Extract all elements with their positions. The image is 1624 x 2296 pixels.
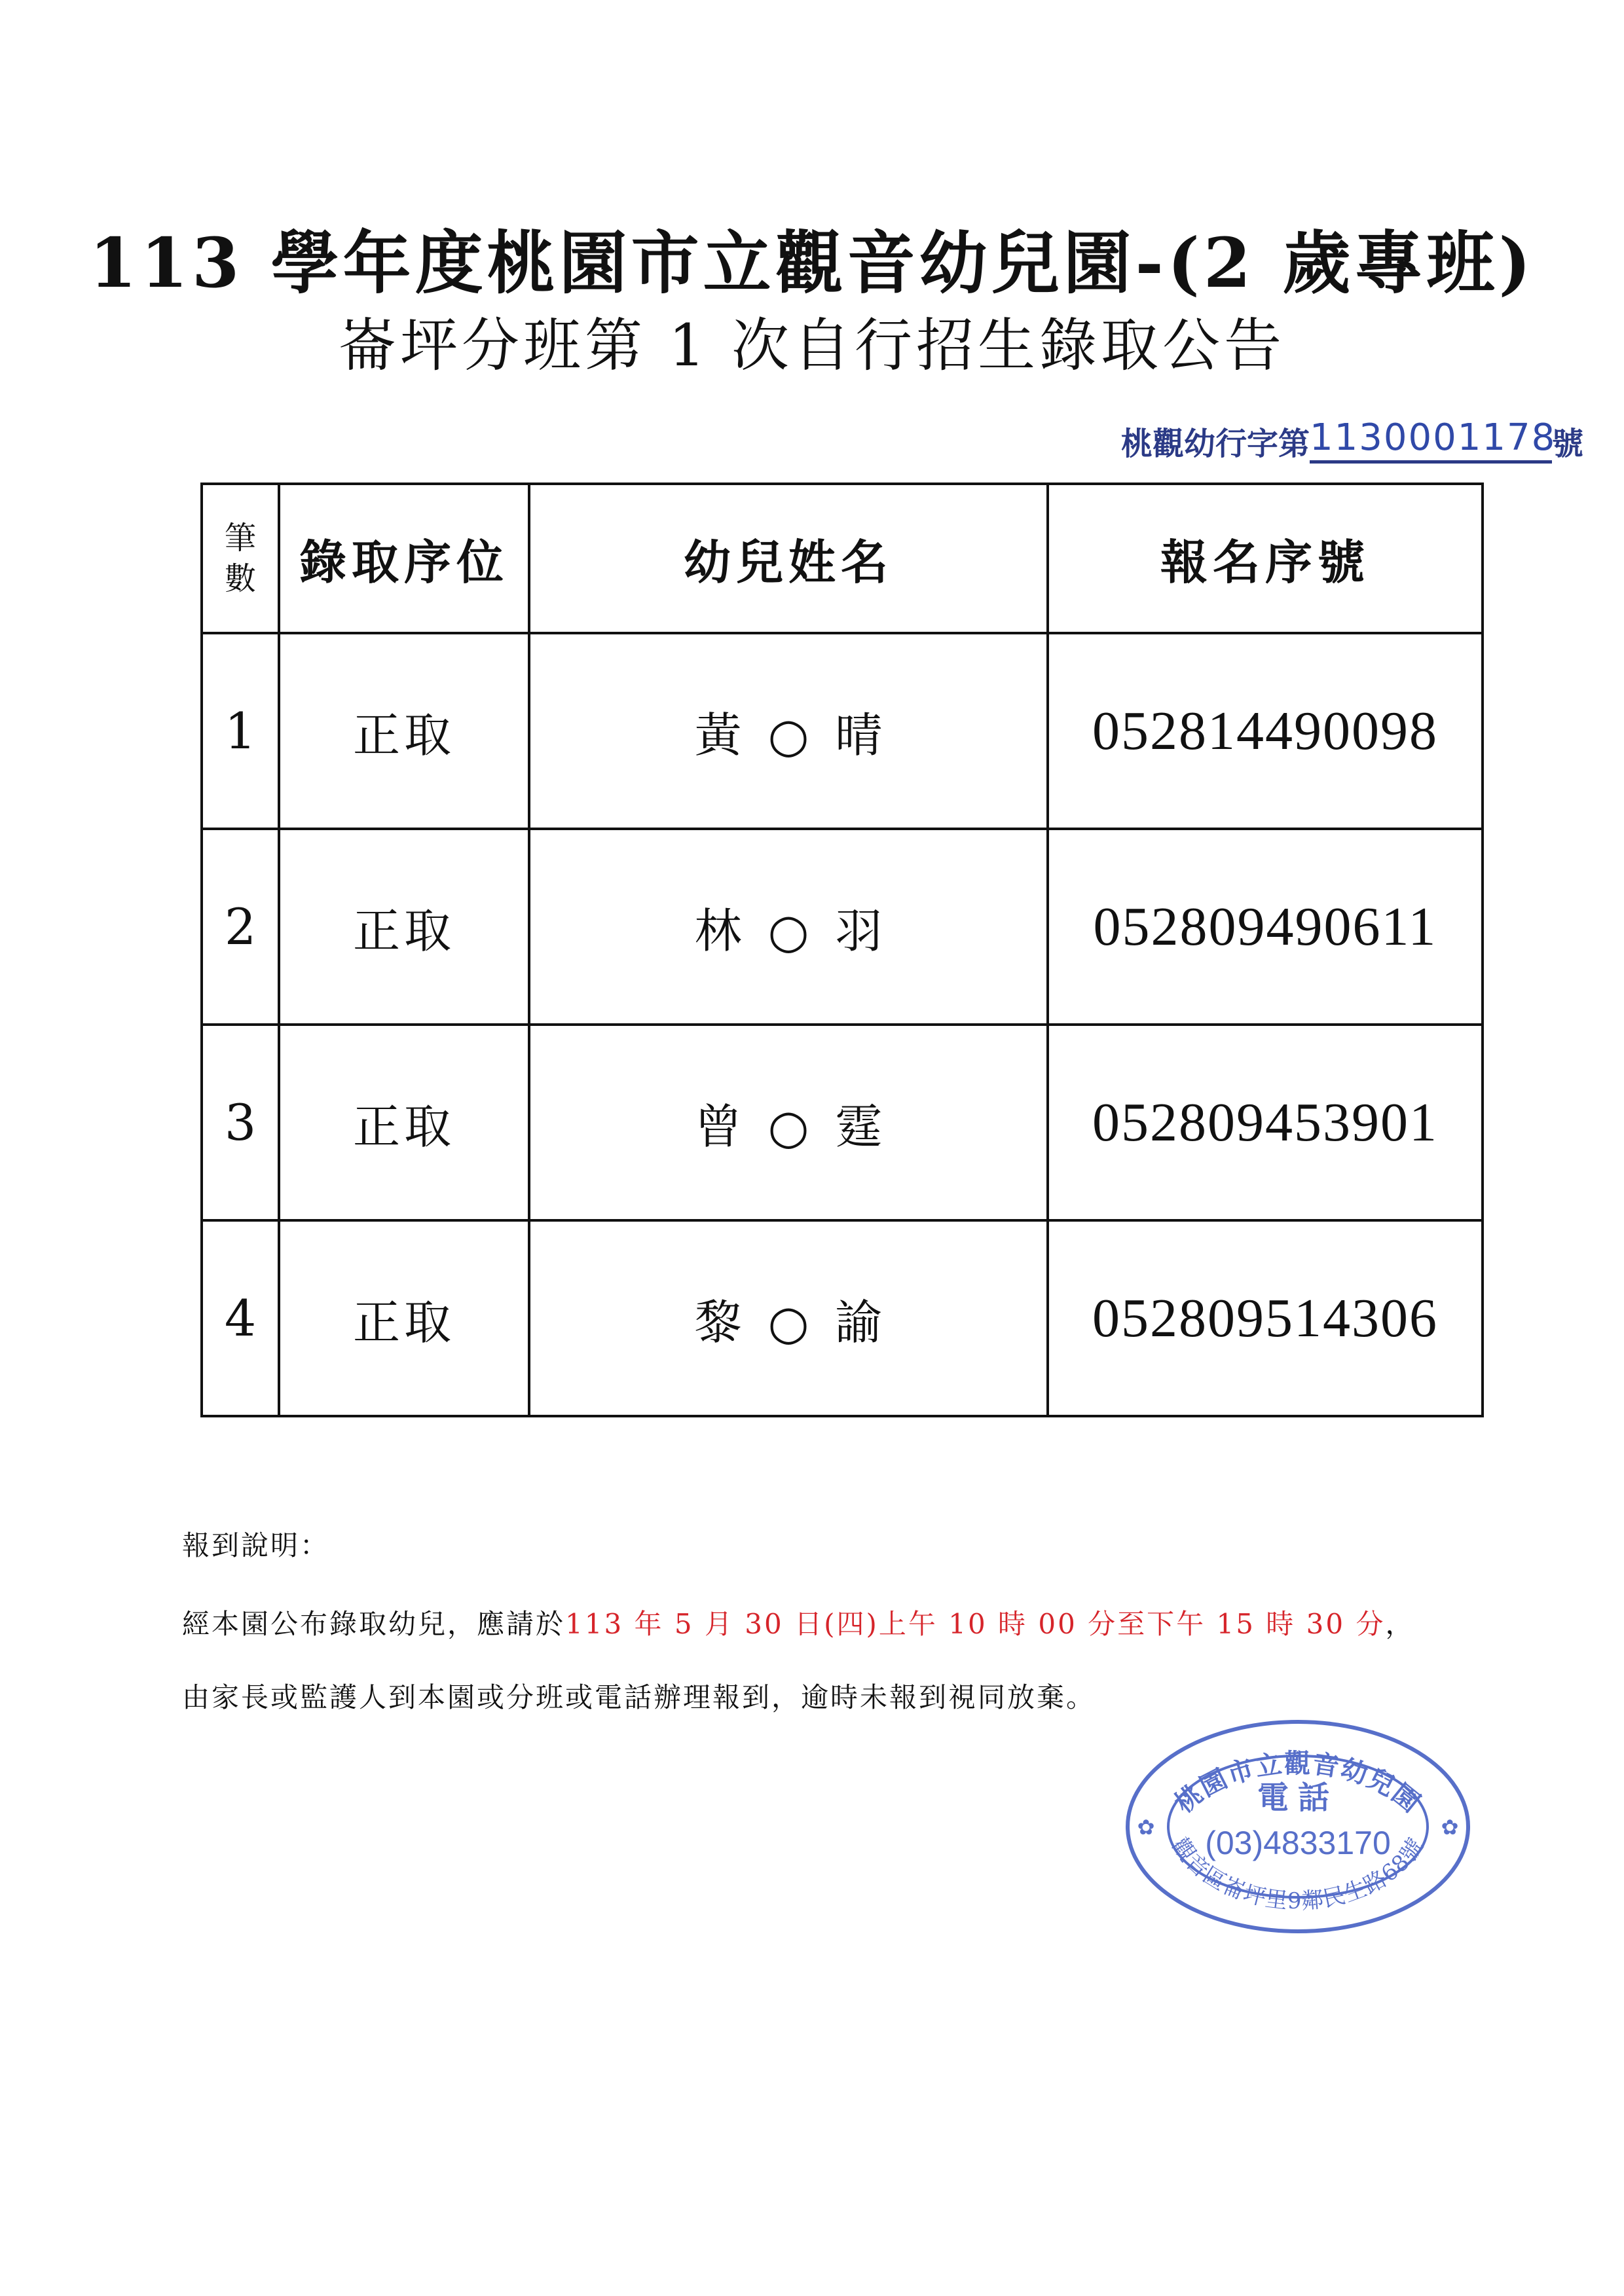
row-application-number: 052809490611 — [1048, 829, 1483, 1025]
row-seq: 2 — [202, 829, 279, 1025]
row-status: 正取 — [279, 1025, 529, 1220]
row-status: 正取 — [279, 829, 529, 1025]
row-child-name — [529, 829, 1048, 1025]
name-given: 晴 — [835, 707, 883, 763]
seal-org-path: 桃園市立觀音幼兒園 — [1169, 1748, 1427, 1819]
notes-line1-pre: 經本園公布錄取幼兒，應請於 — [182, 1608, 566, 1640]
announcement-subtitle: 崙坪分班第 1 次自行招生錄取公告 — [339, 312, 1285, 379]
row-child-name — [529, 1220, 1048, 1416]
notes-line1 — [182, 1603, 1414, 1642]
doc-number-suffix: 號 — [1552, 426, 1584, 462]
seal-label: 電話 — [1257, 1779, 1339, 1816]
row-status: 正取 — [279, 633, 529, 829]
header-count-char2: 數 — [224, 560, 256, 597]
official-seal-stamp — [1121, 1715, 1475, 1938]
header-rank: 錄取序位 — [279, 484, 529, 633]
name-mask: ○ — [767, 1294, 809, 1350]
doc-number-prefix: 桃觀幼行字第 — [1121, 426, 1310, 462]
row-application-number: 052814490098 — [1048, 633, 1483, 829]
name-surname: 林 — [694, 903, 742, 958]
announcement-title: 113 學年度桃園市立觀音幼兒園-(2 歲專班) — [89, 223, 1535, 303]
name-given: 諭 — [835, 1294, 883, 1350]
row-application-number: 052809453901 — [1048, 1025, 1483, 1220]
name-mask: ○ — [767, 707, 809, 763]
seal-flower-left-icon: ✿ — [1137, 1815, 1155, 1840]
notes-line1-post: ， — [1385, 1608, 1415, 1640]
doc-number-value: 1130001178 — [1310, 416, 1552, 464]
name-given: 霆 — [835, 1099, 883, 1154]
admission-table — [200, 483, 1484, 1417]
table-row — [202, 1025, 1483, 1220]
name-surname: 黃 — [694, 707, 742, 763]
header-application-number: 報名序號 — [1048, 484, 1483, 633]
table-row — [202, 829, 1483, 1025]
row-seq: 1 — [202, 633, 279, 829]
row-child-name — [529, 1025, 1048, 1220]
row-application-number: 052809514306 — [1048, 1220, 1483, 1416]
table-row — [202, 1220, 1483, 1416]
row-child-name — [529, 633, 1048, 829]
seal-phone: (03)4833170 — [1205, 1825, 1391, 1861]
notes-heading: 報到說明： — [182, 1529, 330, 1561]
seal-address-path: 觀音區崙坪里9鄰民生路68號 — [1166, 1833, 1430, 1915]
name-given: 羽 — [835, 903, 883, 958]
name-surname: 黎 — [694, 1294, 742, 1350]
notes-deadline: 113 年 5 月 30 日(四)上午 10 時 00 分至下午 15 時 30 分 — [565, 1608, 1386, 1640]
header-count-char1: 筆 — [224, 520, 256, 556]
header-count — [202, 484, 279, 633]
seal-flower-right-icon: ✿ — [1441, 1815, 1459, 1840]
row-seq: 3 — [202, 1025, 279, 1220]
document-number — [1121, 411, 1593, 464]
table-row — [202, 633, 1483, 829]
name-mask: ○ — [767, 1099, 809, 1154]
notes-line2: 由家長或監護人到本園或分班或電話辦理報到，逾時未報到視同放棄。 — [182, 1681, 1096, 1713]
row-seq: 4 — [202, 1220, 279, 1416]
name-surname: 曾 — [694, 1099, 742, 1154]
table-header-row — [202, 484, 1483, 633]
row-status: 正取 — [279, 1220, 529, 1416]
name-mask: ○ — [767, 903, 809, 958]
header-child-name: 幼兒姓名 — [529, 484, 1048, 633]
